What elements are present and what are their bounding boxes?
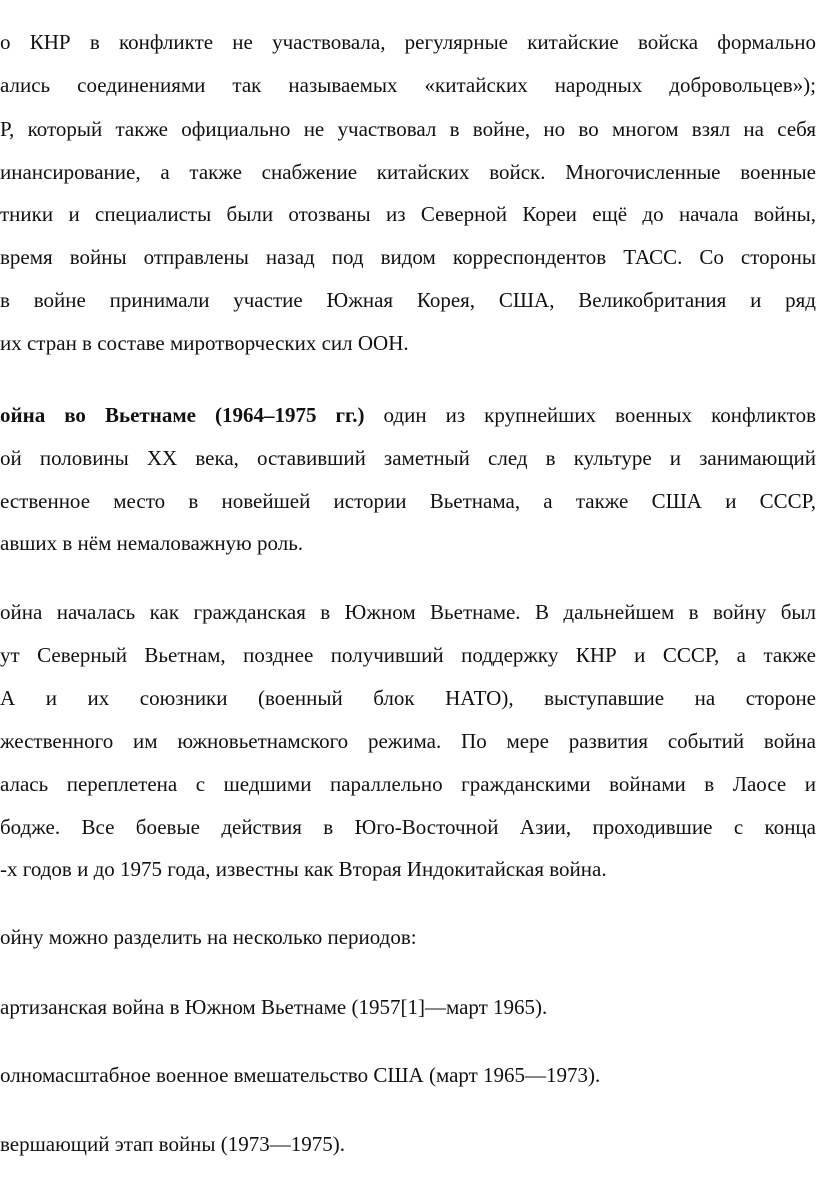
paragraph-line: инансирование, а также снабжение китайских войск. Многочисленные военные	[0, 160, 816, 184]
paragraph-line: ут Северный Вьетнам, позднее получивший поддержку КНР и СССР, а также	[0, 643, 816, 667]
paragraph-line: бодже. Все боевые действия в Юго-Восточной Азии, проходившие с конца	[0, 815, 816, 839]
paragraph-line: о КНР в конфликте не участвовала, регулярные китайские войска формально	[0, 30, 816, 54]
paragraph-line: алась переплетена с шедшими параллельно гражданскими войнами в Лаосе и	[0, 772, 816, 796]
paragraph-line: тники и специалисты были отозваны из Северной Кореи ещё до начала войны,	[0, 202, 816, 226]
list-item: вершающий этап войны (1973—1975).	[0, 1132, 346, 1156]
heading-continuation: один из крупнейших военных конфликтов	[383, 403, 816, 427]
paragraph-line: ались соединениями так называемых «китайских народных добровольцев»);	[0, 73, 816, 97]
paragraph-line: их стран в составе миротворческих сил ООН.	[0, 331, 409, 355]
paragraph-line: время войны отправлены назад под видом корреспондентов ТАСС. Со стороны	[0, 245, 816, 269]
paragraph-line: -х годов и до 1975 года, известны как Вторая Индокитайская война.	[0, 857, 607, 881]
paragraph-line: А и их союзники (военный блок НАТО), выступавшие на стороне	[0, 686, 816, 710]
paragraph-line: в войне принимали участие Южная Корея, США, Великобритания и ряд	[0, 288, 816, 312]
paragraph-line: Р, который также официально не участвовал в войне, но во многом взял на себя	[0, 117, 816, 141]
paragraph-line: авших в нём немаловажную роль.	[0, 531, 304, 555]
paragraph-line: ественное место в новейшей истории Вьетнама, а также США и СССР,	[0, 489, 816, 513]
paragraph-line: ойна началась как гражданская в Южном Вьетнаме. В дальнейшем в войну был	[0, 600, 816, 624]
paragraph-line	[0, 400, 816, 430]
list-item: артизанская война в Южном Вьетнаме (1957[1]—март 1965).	[0, 995, 548, 1019]
section-heading: ойна во Вьетнаме (1964–1975 гг.)	[0, 403, 365, 427]
list-item: олномасштабное военное вмешательство США (март 1965—1973).	[0, 1063, 601, 1087]
paragraph-line: жественного им южновьетнамского режима. По мере развития событий война	[0, 729, 816, 753]
paragraph-line: ой половины XX века, оставивший заметный след в культуре и занимающий	[0, 446, 816, 470]
paragraph-line: ойну можно разделить на несколько периодов:	[0, 925, 417, 949]
